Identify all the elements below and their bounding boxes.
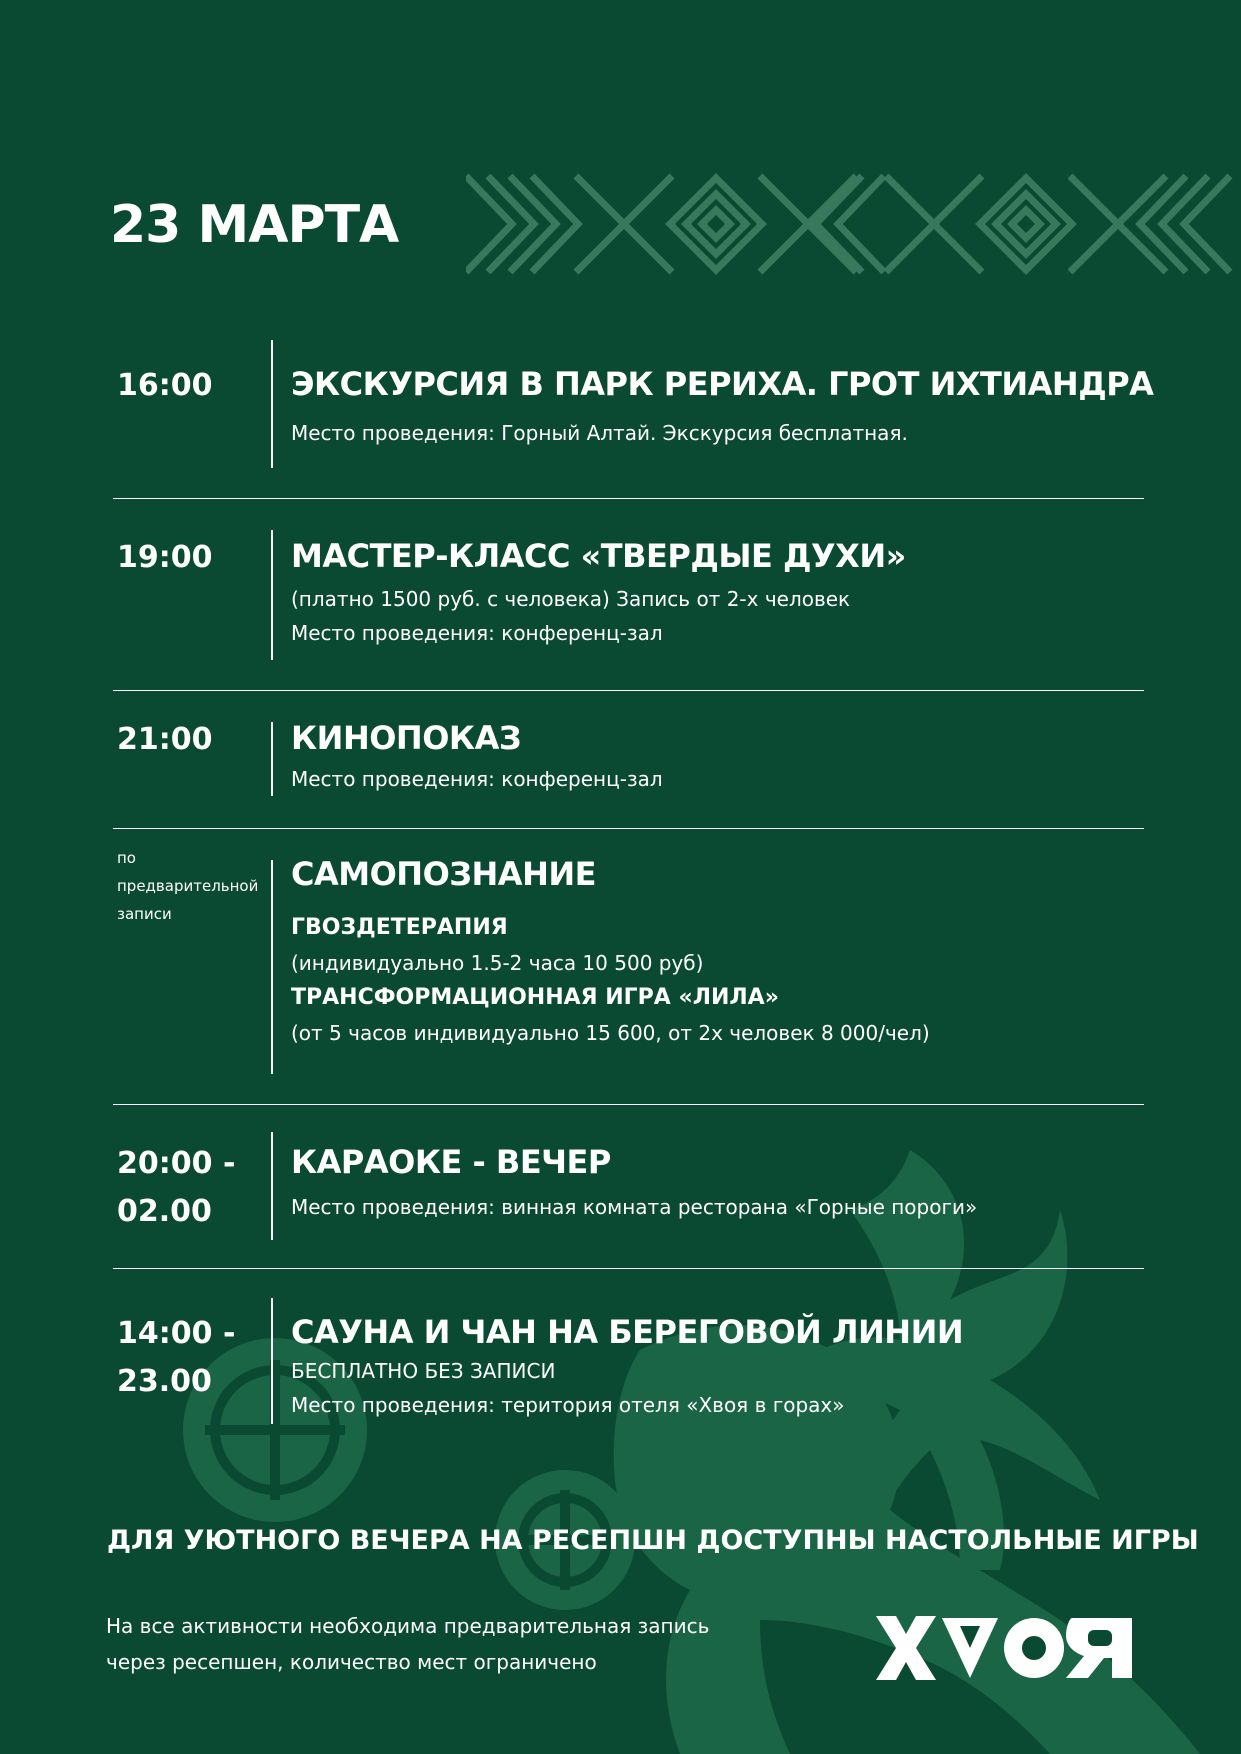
- event-price: (платно 1500 руб. с человека) Запись от 2-х человек: [291, 587, 851, 611]
- event-location: Место проведения: конференц-зал: [291, 621, 663, 645]
- event-content: [291, 852, 1171, 1050]
- separator: [113, 1104, 1144, 1105]
- booking-note-line: На все активности необходима предварительная запись: [106, 1614, 710, 1638]
- divider-vertical: [271, 530, 273, 660]
- time-note-line: по: [117, 849, 136, 867]
- event-content: [291, 534, 1171, 650]
- event-sub-desc: (индивидуально 1.5-2 часа 10 500 руб): [291, 951, 704, 975]
- event-content: [291, 1140, 1171, 1224]
- divider-vertical: [271, 340, 273, 468]
- xvoya-logo: [876, 1616, 1136, 1680]
- separator: [113, 828, 1144, 829]
- event-time: [117, 1310, 247, 1406]
- event-title: САУНА И ЧАН НА БЕРЕГОВОЙ ЛИНИИ: [291, 1313, 964, 1351]
- event-sub-title: ТРАНСФОРМАЦИОННАЯ ИГРА «ЛИЛА»: [291, 985, 779, 1010]
- event-time: [117, 1140, 247, 1236]
- booking-note-line: через ресепшен, количество мест ограничено: [106, 1650, 597, 1674]
- event-time-note: [117, 844, 267, 928]
- time-line: 14:00 -: [117, 1316, 236, 1351]
- event-location: Место проведения: Горный Алтай. Экскурсия бесплатная.: [291, 421, 908, 445]
- divider-vertical: [271, 860, 273, 1074]
- event-location: Место проведения: конференц-зал: [291, 767, 663, 791]
- event-time: 19:00: [117, 540, 213, 575]
- event-content: [291, 716, 1171, 796]
- booking-note: [106, 1608, 709, 1680]
- event-location: Место проведения: винная комната ресторана «Горные пороги»: [291, 1195, 978, 1219]
- divider-vertical: [271, 1298, 273, 1424]
- time-line: 20:00 -: [117, 1146, 236, 1181]
- page-title: 23 МАРТА: [110, 195, 399, 255]
- event-title: САМОПОЗНАНИЕ: [291, 855, 596, 893]
- event-location: Место проведения: територия отеля «Хвоя в горах»: [291, 1393, 845, 1417]
- event-note: БЕСПЛАТНО БЕЗ ЗАПИСИ: [291, 1359, 556, 1383]
- event-sub-desc: (от 5 часов индивидуально 15 600, от 2х человек 8 000/чел): [291, 1021, 930, 1045]
- time-line: 02.00: [117, 1194, 212, 1229]
- event-title: КИНОПОКАЗ: [291, 719, 522, 757]
- event-content: [291, 362, 1171, 450]
- event-title: ЭКСКУРСИЯ В ПАРК РЕРИХА. ГРОТ ИХТИАНДРА: [291, 365, 1154, 403]
- time-note-line: предварительной: [117, 877, 259, 895]
- event-content: [291, 1310, 1171, 1422]
- ornament-pattern: [466, 172, 1241, 276]
- event-time: 16:00: [117, 368, 213, 403]
- time-line: 23.00: [117, 1364, 212, 1399]
- event-sub-title: ГВОЗДЕТЕРАПИЯ: [291, 915, 508, 940]
- event-title: КАРАОКЕ - ВЕЧЕР: [291, 1143, 611, 1181]
- separator: [113, 690, 1144, 691]
- board-games-headline: ДЛЯ УЮТНОГО ВЕЧЕРА НА РЕСЕПШН ДОСТУПНЫ НАСТОЛЬНЫЕ ИГРЫ: [107, 1525, 1199, 1556]
- time-note-line: записи: [117, 905, 172, 923]
- event-title: МАСТЕР-КЛАСС «ТВЕРДЫЕ ДУХИ»: [291, 537, 906, 575]
- divider-vertical: [271, 1132, 273, 1240]
- divider-vertical: [271, 722, 273, 796]
- event-time: 21:00: [117, 722, 213, 757]
- separator: [113, 1268, 1144, 1269]
- separator: [113, 498, 1144, 499]
